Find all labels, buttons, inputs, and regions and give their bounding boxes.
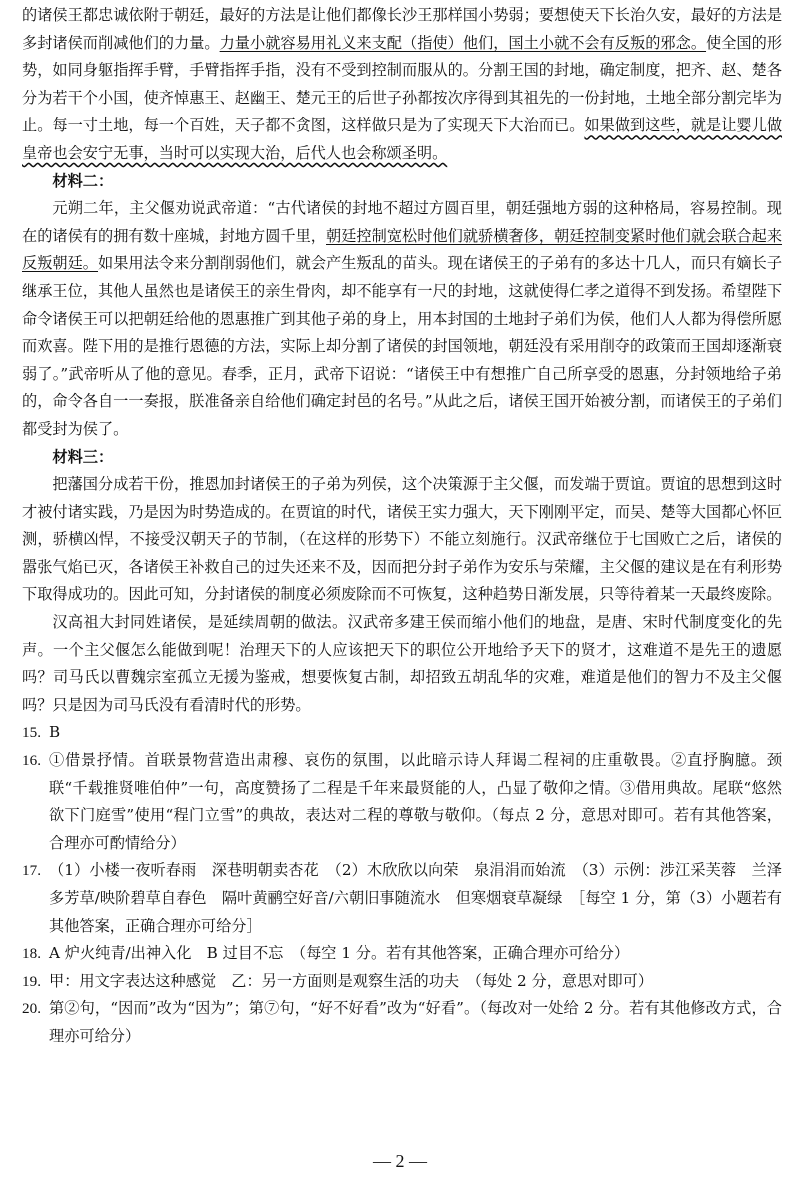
answer-item [22,968,782,996]
answer-item [22,940,782,968]
answer-number: 17. [22,862,41,880]
answer-text: （1）小楼一夜听春雨 深巷明朝卖杏花 （2）木欣欣以向荣 泉涓涓而始流 （3）示例：涉江采芙蓉 兰泽多芳草/映阶碧草自春色 隔叶黄鹂空好音/六朝旧事随流水 但寒烟衰草凝绿 ［每空 1 分，第（3）小题若有其他答案，正确合理亦可给分］ [49,861,782,935]
answer-text: B [49,723,61,742]
page-number: — 2 — [373,1151,427,1171]
material-three-paragraph-2: 汉高祖大封同姓诸侯，是延续周朝的做法。汉武帝多建王侯而缩小他们的地盘，是唐、宋时代制度变化的先声。一个主父偃怎么能做到呢！治理天下的人应该把天下的职位公开地给予天下的贤才，这难道不是先王的遗愿吗？司马氏以曹魏宗室孤立无援为鉴戒，想要恢复古制，却招致五胡乱华的灾难，难道是他们的智力不及主父偃吗？只是因为司马氏没有看清时代的形势。 [22,613,782,714]
text-run: 如果用法令来分割削弱他们，就会产生叛乱的苗头。现在诸侯王的子弟有的多达十几人，而只有嫡长子继承王位，其他人虽然也是诸侯王的亲生骨肉，却不能享有一尺的封地，这就使得仁孝之道得不到发扬。希望陛下命令诸侯王可以把朝廷给他的恩惠推广到其他子弟的身上，用本封国的土地封子弟们为侯，他们人人都为得偿所愿而欢喜。陛下用的是推行恩德的方法，实际上却分割了诸侯的封国领地，朝廷没有采用削夺的政策而王国却逐渐衰弱了。”武帝听从了他的意见。春季，正月，武帝下诏说：“诸侯王中有想推广自己所享受的恩惠，分封领地给子弟的，命令各自一一奏报，朕准备亲自给他们确定封邑的名号。”从此之后，诸侯王国开始被分割，而诸侯王的子弟们都受封为侯了。 [22,254,783,438]
answer-text: ①借景抒情。首联景物营造出肃穆、哀伤的氛围，以此暗示诗人拜谒二程祠的庄重敬畏。②直抒胸臆。颈联“千载推贤唯伯仲”一句，高度赞扬了二程是千年来最贤能的人，凸显了敬仰之情。③借用典故。尾联“悠然欲下门庭雪”使用“程门立雪”的典故，表达对二程的尊敬与敬仰。（每点 2 分，意思对即可。若有其他答案，合理亦可酌情给分） [49,751,782,852]
material-two-heading: 材料二： [52,171,114,190]
underlined-sentence: 朝廷控制宽松时他们就骄横奢侈，朝廷控制变紧时他们就会联合起来反叛朝廷。 [22,226,783,273]
answer-text: 第②句，“因而”改为“因为”；第⑦句，“好不好看”改为“好看”。（每改对一处给 2 分。若有其他修改方式，合理亦可给分） [49,999,782,1045]
underlined-sentence: 力量小就容易用礼义来支配（指使）他们，国土小就不会有反叛的邪念。 [219,33,707,52]
material-three-heading: 材料三： [52,447,114,466]
text-run: 的诸侯王都忠诚依附于朝廷，最好的方法是让他们都像长沙王那样国小势弱；要想使天下长治久安，最好的方法是多封诸侯而削减他们的力量。 [22,6,782,52]
answer-number: 20. [22,1000,41,1018]
answer-text: 甲：用文字表达这种感觉 乙：另一方面则是观察生活的功夫 （每处 2 分，意思对即可） [49,971,654,990]
answer-item [22,995,782,1050]
material-one-continuation [22,2,782,168]
material-two-paragraph [22,195,782,443]
answer-number: 16. [22,752,41,770]
text-run: 元朔二年，主父偃劝说武帝道：“古代诸侯的封地不超过方圆百里，朝廷强地方弱的这种格局，容易控制。现在的诸侯有的拥有数十座城，封地方圆千里， [22,199,782,245]
answer-number: 15. [22,724,41,742]
wavy-underlined-sentence: 如果做到这些，就是让婴儿做皇帝也会安宁无事，当时可以实现大治，后代人也会称颂圣明。 [22,116,783,162]
answer-number: 18. [22,945,41,963]
answer-item [22,719,782,747]
answer-text: A 炉火纯青/出神入化 B 过目不忘 （每空 1 分。若有其他答案，正确合理亦可给分） [49,944,630,963]
answer-item [22,857,782,940]
answer-item [22,747,782,857]
material-three-paragraph-1: 把藩国分成若干份，推恩加封诸侯王的子弟为列侯，这个决策源于主父偃，而发端于贾谊。贾谊的思想到这时才被付诸实践，乃是因为时势造成的。在贾谊的时代，诸侯王实力强大，天下刚刚平定，而吴、楚等大国都心怀叵测，骄横凶悍，不接受汉朝天子的节制，（在这样的形势下）不能立刻施行。汉武帝继位于七国败亡之后，诸侯的嚣张气焰已灭，各诸侯王补救自己的过失还来不及，因而把分封子弟作为安乐与荣耀，主父偃的建议是在有利形势下取得成功的。因此可知，分封诸侯的制度必须废除而不可恢复，这种趋势日渐发展，只等待着某一天最终废除。 [22,475,782,604]
text-run: 使全国的形势，如同身躯指挥手臂，手臂指挥手指，没有不受到控制而服从的。分割王国的封地，确定制度，把齐、赵、楚各分为若干个小国，使齐悼惠王、赵幽王、楚元王的后世子孙都按次序得到其祖先的一份封地，土地全部分割完毕为止。每一寸土地，每一个百姓，天子都不贪图，这样做只是为了实现天下大治而已。 [22,33,783,135]
answer-number: 19. [22,972,41,990]
